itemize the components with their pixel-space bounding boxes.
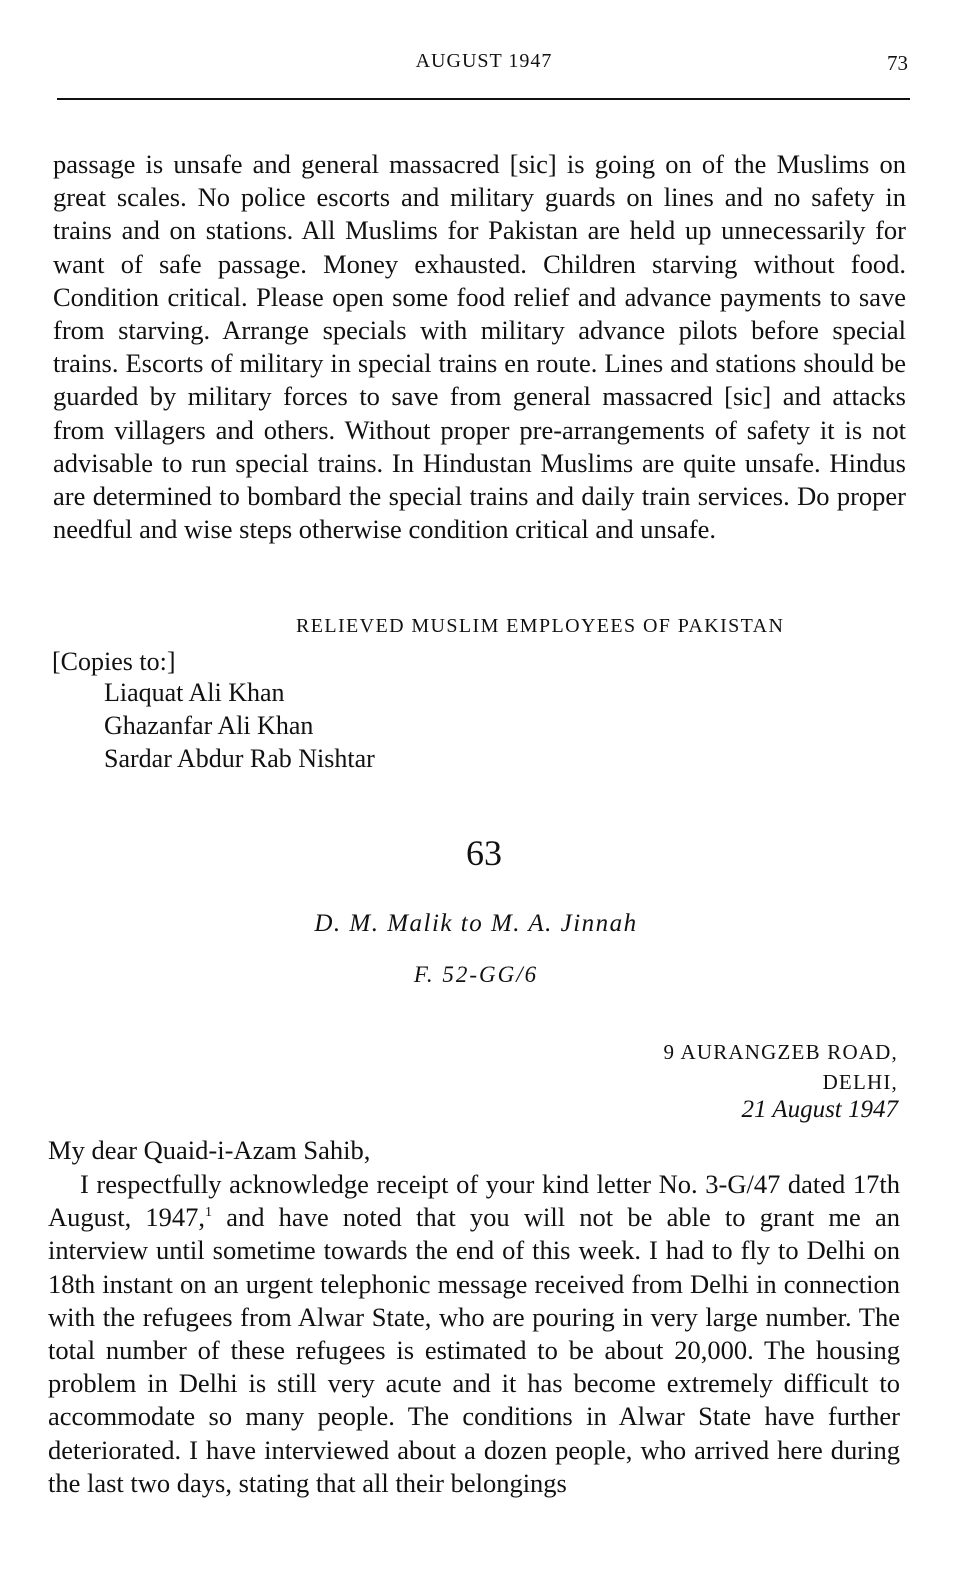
- running-header-title: AUGUST 1947: [415, 50, 553, 72]
- document-number: 63: [466, 833, 502, 873]
- telegram-body: passage is unsafe and general massacred [sic] is going on of the Muslims on great scales. No police escorts and military guards on lines and no safety in trains and on stations. All Muslims for Pakistan are held up unnecessarily for want of safe passage. Money exhausted. Children starving without food. Condition critical. Please open some food relief and advance payments to save from starving. Arrange specials with military advance pilots before special trains. Escorts of military in special trains en route. Lines and stations should be guarded by military forces to save from general massacred [sic] and attacks from villagers and others. Without proper pre-arrangements of safety it is not advisable to run special trains. In Hindustan Muslims are quite unsafe. Hindus are determined to bombard the special trains and daily train services. Do proper needful and wise steps otherwise condition critical and unsafe.: [53, 149, 906, 545]
- telegram-signature: RELIEVED MUSLIM EMPLOYEES OF PAKISTAN: [296, 615, 785, 637]
- address-line-2: DELHI,: [822, 1070, 898, 1094]
- recipient: Liaquat Ali Khan: [104, 678, 285, 707]
- copies-label: [Copies to:]: [52, 647, 176, 676]
- header-rule: [57, 98, 910, 100]
- document-reference: F. 52-GG/6: [413, 962, 539, 987]
- recipients-list: [104, 676, 375, 775]
- letter-body: [48, 1168, 900, 1500]
- letter-body-part-2: and have noted that you will not be able to grant me an interview until sometime towards the end of this week. I had to fly to Delhi on 18th instant on an urgent telephonic message received from Delhi in connection with the refugees from Alwar State, who are pouring in very large number. The total number of these refugees is estimated to be about 20,000. The housing problem in Delhi is still very acute and it has become extremely difficult to accommodate so many people. The conditions in Alwar State have further deteriorated. I have interviewed about a dozen people, who arrived here during the last two days, stating that all their belongings: [48, 1202, 900, 1498]
- salutation: My dear Quaid-i-Azam Sahib,: [48, 1135, 371, 1165]
- footnote-mark: 1: [205, 1205, 213, 1221]
- recipient: Sardar Abdur Rab Nishtar: [104, 744, 375, 773]
- document-title: D. M. Malik to M. A. Jinnah: [314, 910, 638, 937]
- letter-date: 21 August 1947: [741, 1096, 898, 1123]
- letter-body-part-1: I respectfully acknowledge receipt of your kind letter No. 3-G/47 dated 17th August, 1947,: [48, 1169, 900, 1233]
- address-line-1: 9 AURANGZEB ROAD,: [663, 1040, 898, 1064]
- recipient: Ghazanfar Ali Khan: [104, 711, 314, 740]
- page-number: 73: [887, 51, 908, 75]
